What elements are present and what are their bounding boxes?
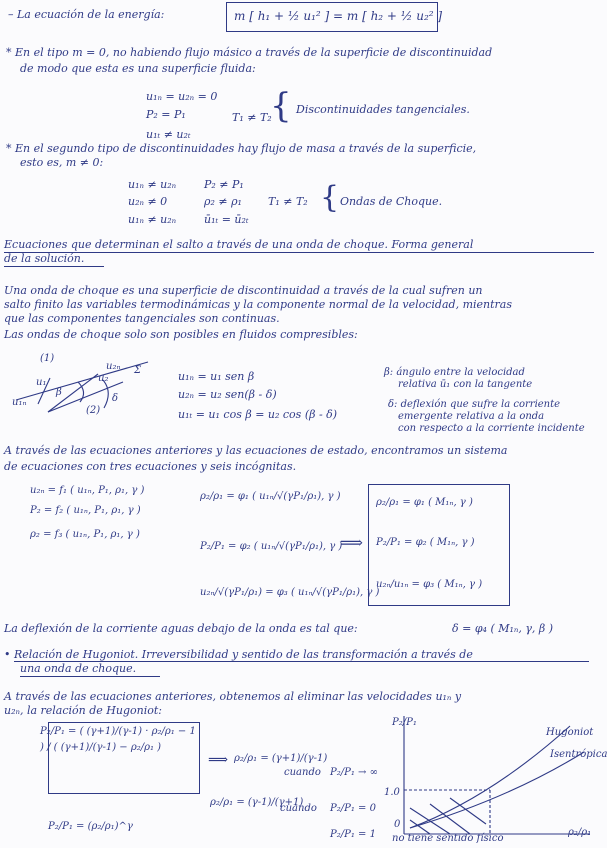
- deflection-eq: δ = φ₄ ( M₁ₙ, γ, β ): [452, 622, 554, 635]
- diagram-u2n: u₂ₙ: [106, 361, 121, 372]
- nondim-1: ρ₂/ρ₁ = φ₁ ( u₁ₙ/√(γP₁/ρ₁), γ ): [200, 491, 341, 502]
- diagram-sigma: Σ: [134, 365, 142, 376]
- nondim-3: u₂ₙ/√(γP₁/ρ₁) = φ₃ ( u₁ₙ/√(γP₁/ρ₁), γ ): [200, 587, 380, 598]
- diagram-u1n: u₁ₙ: [12, 397, 27, 408]
- type2-brace: {: [320, 180, 340, 215]
- type2-c1-3: u₁ₙ ≠ u₂ₙ: [128, 213, 177, 226]
- kin-eq-3: u₁ₜ = u₁ cos β = u₂ cos (β - δ): [178, 408, 338, 421]
- func-3: ρ₂ = f₃ ( u₁ₙ, P₁, ρ₁, γ ): [30, 529, 140, 540]
- graph-ylabel: P₂/P₁: [392, 717, 417, 728]
- type2-line1: * En el segundo tipo de discontinuidades hay flujo de masa a través de la superficie,: [6, 142, 477, 155]
- note-delta-3: con respecto a la corriente incidente: [398, 423, 585, 434]
- note-beta-2: relativa ū₁ con la tangente: [398, 379, 533, 390]
- diagram-beta: β: [56, 387, 62, 398]
- isentropic-cond: P₂/P₁ = 1: [330, 829, 376, 840]
- system-line-1: A través de las ecuaciones anteriores y las ecuaciones de estado, encontramos un sistema: [4, 444, 508, 457]
- limit-2-cond: P₂/P₁ = 0: [330, 803, 376, 814]
- type0-eq-2: P₂ = P₁: [146, 108, 186, 121]
- elim-line-2: u₂ₙ, la relación de Hugoniot:: [4, 704, 162, 717]
- diagram-region-2: (2): [86, 405, 101, 416]
- graph-xlabel: ρ₂/ρ₁: [568, 827, 592, 838]
- elim-line-1: A través de las ecuaciones anteriores, obtenemos al eliminar las velocidades u₁ₙ y: [4, 690, 462, 703]
- mach-3: u₂ₙ/u₁ₙ = φ₃ ( M₁ₙ, γ ): [376, 579, 483, 590]
- implies-arrow: ⟹: [340, 533, 363, 552]
- type0-line1: * En el tipo m = 0, no habiendo flujo másico a través de la superficie de discontinuidad: [6, 46, 493, 59]
- limit-2-when: cuando: [280, 803, 317, 814]
- type0-eq-1: u₁ₙ = u₂ₙ = 0: [146, 90, 218, 103]
- limit-1: ρ₂/ρ₁ = (γ+1)/(γ-1): [234, 753, 328, 764]
- type0-brace: {: [270, 86, 292, 126]
- nondim-2: P₂/P₁ = φ₂ ( u₁ₙ/√(γP₁/ρ₁), γ ): [200, 541, 343, 552]
- limit-2: ρ₂/ρ₁ = (γ-1)/(γ+1): [210, 797, 304, 808]
- mach-2: P₂/P₁ = φ₂ ( M₁ₙ, γ ): [376, 537, 475, 548]
- hugoniot-relation: P₂/P₁ = ( (γ+1)/(γ-1) · ρ₂/ρ₁ − 1 ) / ( (γ+1)/(γ-1) − ρ₂/ρ₁ ): [40, 726, 196, 753]
- type2-c1-1: u₁ₙ ≠ u₂ₙ: [128, 178, 177, 191]
- section-underline-1: [4, 252, 594, 253]
- graph-note: no tiene sentido físico: [392, 833, 504, 844]
- energy-equation: m [ h₁ + ½ u₁² ] = m [ h₂ + ½ u₂² ]: [234, 9, 443, 23]
- hugoniot-implies: ⟹: [208, 752, 229, 768]
- type2-c2-3: ū₁ₜ = ū₂ₜ: [204, 213, 249, 226]
- graph-isentropic-label: Isentrópica: [550, 749, 607, 760]
- type2-line2: esto es, m ≠ 0:: [20, 156, 104, 169]
- limit-1-cond: P₂/P₁ → ∞: [330, 767, 378, 778]
- kin-eq-2: u₂ₙ = u₂ sen(β - δ): [178, 388, 277, 401]
- kin-eq-1: u₁ₙ = u₁ sen β: [178, 370, 255, 383]
- type2-c2-2: ρ₂ ≠ ρ₁: [204, 195, 242, 208]
- type2-c2-1: P₂ ≠ P₁: [204, 178, 244, 191]
- hugoniot-title-1: • Relación de Hugoniot. Irreversibilidad y sentido de las transformación a través de: [4, 648, 473, 661]
- note-delta-2: emergente relativa a la onda: [398, 411, 545, 422]
- mach-1: ρ₂/ρ₁ = φ₁ ( M₁ₙ, γ ): [376, 497, 473, 508]
- type2-c1-2: u₂ₙ ≠ 0: [128, 195, 168, 208]
- type0-line2: de modo que esta es una superficie fluida:: [20, 62, 256, 75]
- hugoniot-title-2: una onda de choque.: [20, 662, 137, 675]
- intro-line-3: que las componentes tangenciales son continuas.: [4, 312, 280, 325]
- deflection-text: La deflexión de la corriente aguas debajo de la onda es tal que:: [4, 622, 358, 635]
- intro-line-1: Una onda de choque es una superficie de discontinuidad a través de la cual sufren un: [4, 284, 483, 297]
- limit-1-when: cuando: [284, 767, 321, 778]
- func-2: P₂ = f₂ ( u₁ₙ, P₁, ρ₁, γ ): [30, 505, 141, 516]
- graph-origin: 0: [394, 819, 401, 830]
- intro-line-4: Las ondas de choque solo son posibles en fluidos compresibles:: [4, 328, 358, 341]
- graph-one-label: 1.0: [384, 787, 400, 798]
- graph-hugoniot-label: Hugoniot: [546, 727, 594, 738]
- type2-label: Ondas de Choque.: [340, 195, 443, 208]
- diagram-u2: u₂: [98, 373, 109, 384]
- system-line-2: de ecuaciones con tres ecuaciones y seis incógnitas.: [4, 460, 297, 473]
- hugoniot-underline-2: [20, 676, 160, 677]
- diagram-region-1: (1): [40, 353, 55, 364]
- type0-label: Discontinuidades tangenciales.: [296, 103, 470, 116]
- isentropic-relation: P₂/P₁ = (ρ₂/ρ₁)^γ: [48, 821, 133, 832]
- intro-line-2: salto finito las variables termodinámicas y la componente normal de la velocidad, mientras: [4, 298, 512, 311]
- type2-temp: T₁ ≠ T₂: [268, 195, 308, 208]
- type0-temp: T₁ ≠ T₂: [232, 111, 272, 124]
- section-title-1: Ecuaciones que determinan el salto a través de una onda de choque. Forma general: [4, 238, 474, 251]
- note-delta-1: δ: deflexión que sufre la corriente: [388, 399, 561, 410]
- note-beta-1: β: ángulo entre la velocidad: [384, 367, 525, 378]
- energy-label: – La ecuación de la energía:: [8, 8, 165, 21]
- section-underline-2: [4, 266, 104, 267]
- hugoniot-underline-1: [14, 661, 589, 662]
- diagram-delta: δ: [112, 393, 119, 404]
- diagram-u1: u₁: [36, 377, 47, 388]
- type0-eq-3: u₁ₜ ≠ u₂ₜ: [146, 128, 191, 141]
- section-title-2: de la solución.: [4, 252, 85, 265]
- func-1: u₂ₙ = f₁ ( u₁ₙ, P₁, ρ₁, γ ): [30, 485, 145, 496]
